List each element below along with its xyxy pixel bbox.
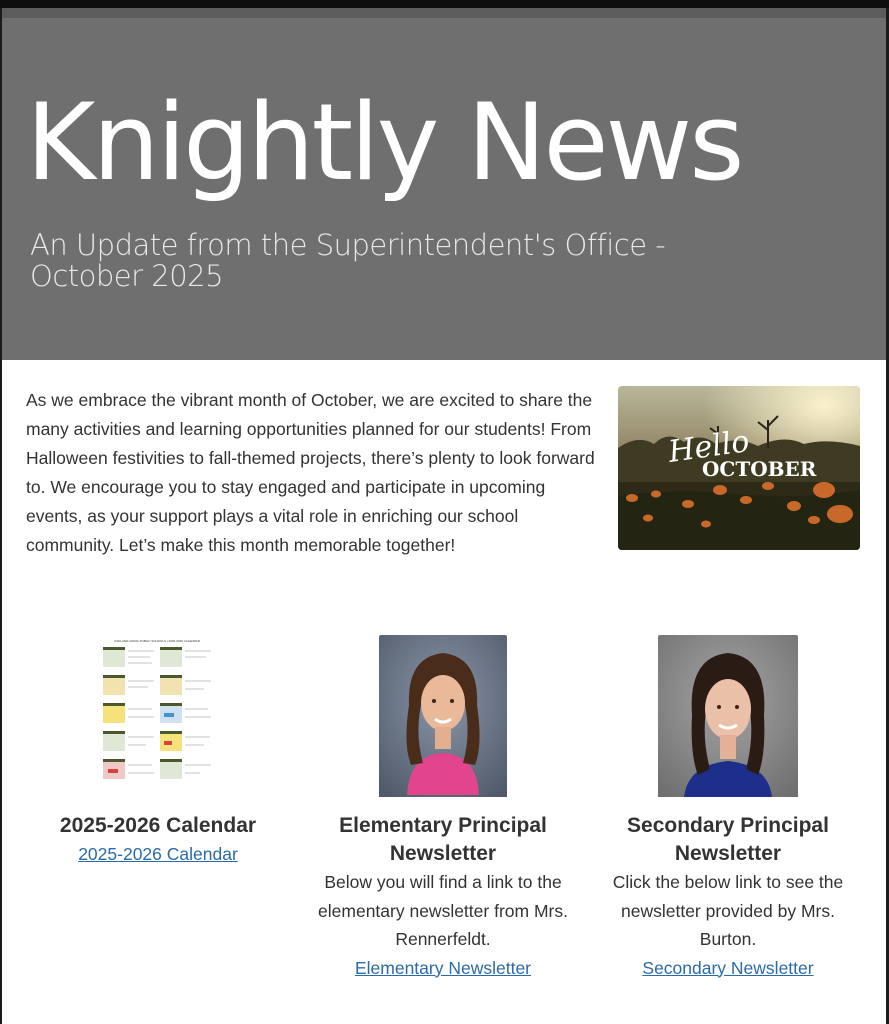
calendar-link[interactable]: 2025-2026 Calendar [78,844,238,864]
newsletter-subtitle: An Update from the Superintendent's Office - October 2025 [30,228,666,293]
hello-october-graphic [618,386,860,550]
hello-text: Hello [666,423,752,470]
elementary-description: Below you will find a link to the elementary newsletter from Mrs. Rennerfeldt. [318,872,568,949]
secondary-column [592,812,864,982]
secondary-description: Click the below link to see the newsletter provided by Mrs. Burton. [612,872,844,949]
calendar-column [22,812,294,869]
elementary-column [307,812,579,982]
window-top-bar [0,0,889,8]
hello-october-image [618,386,860,550]
newsletter-header [2,8,886,360]
calendar-thumbnail[interactable] [100,635,214,794]
elementary-principal-photo [379,635,507,802]
calendar-title: 2025-2026 Calendar [59,814,257,837]
elementary-title: Elementary Principal Newsletter [339,814,547,865]
october-text: OCTOBER [702,457,817,481]
newsletter-title: Knightly News [26,81,742,204]
elementary-newsletter-link[interactable]: Elementary Newsletter [354,957,532,978]
secondary-title: Secondary Principal Newsletter [627,814,829,865]
intro-paragraph: As we embrace the vibrant month of October, we are excited to share the many activities and learning opportunities planned for our students! From Halloween festivities to fall-themed projects, there’s plenty to look forward to. We encourage you to stay engaged and participate in upcoming events, as your support plays a vital role in enriching our school community. Let’s make this month memorable together! [26,390,595,555]
newsletter-card [2,8,886,1024]
calendar-header-text: OAKLAND-CRAIG PUBLIC SCHOOLS | 2025-2026 CALENDAR [114,639,200,643]
secondary-newsletter-link[interactable]: Secondary Newsletter [642,957,814,978]
secondary-principal-photo [658,635,798,802]
